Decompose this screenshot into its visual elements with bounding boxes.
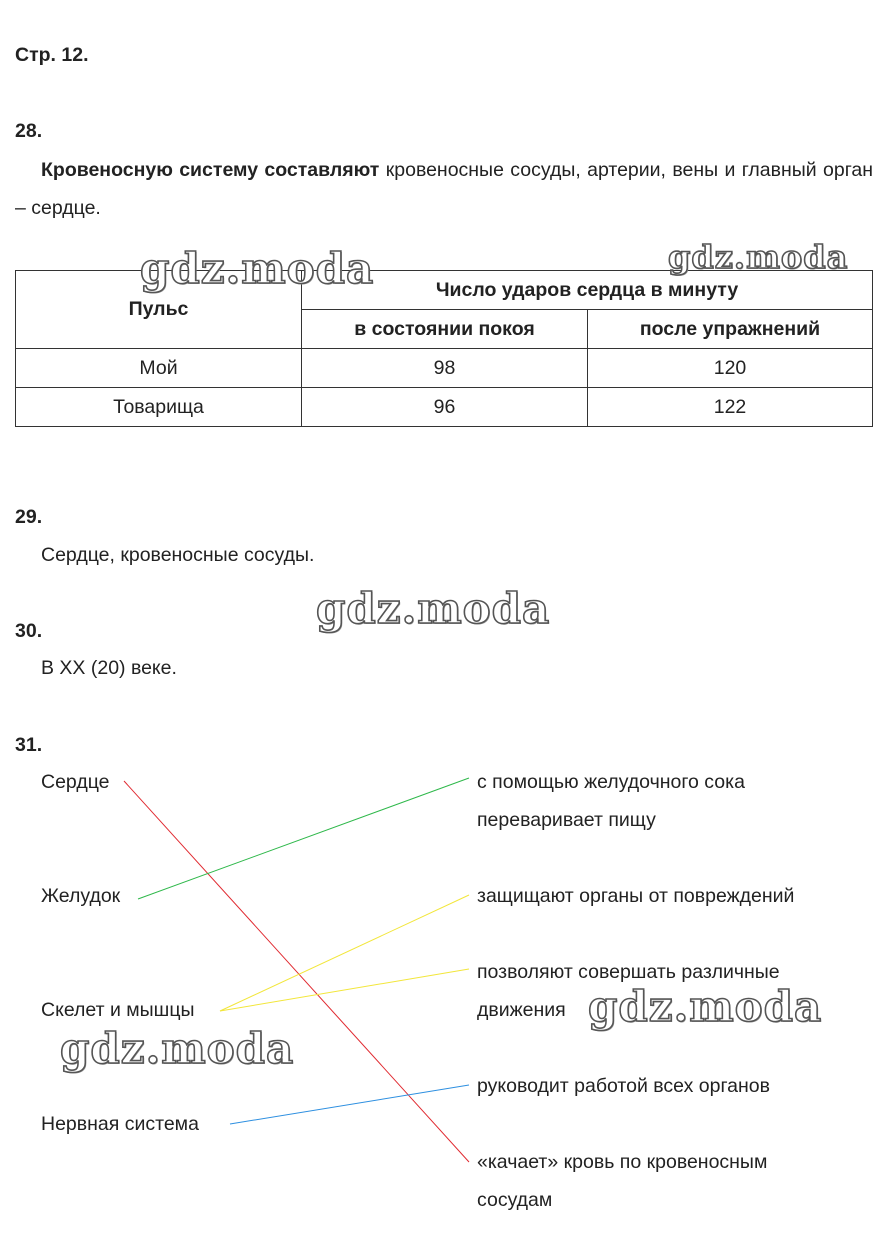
task-28-intro-bold: Кровеносную систему составляют — [41, 159, 380, 181]
line-stomach — [138, 778, 469, 899]
task-29-answer: Сердце, кровеносные сосуды. — [41, 544, 315, 566]
after-value: 120 — [588, 349, 873, 388]
left-item-nervous: Нервная система — [41, 1113, 199, 1135]
pulse-row-header: Пульс — [16, 271, 302, 349]
right-item-3-line1: позволяют совершать различные — [477, 961, 780, 983]
task-29-number: 29. — [15, 506, 43, 528]
watermark: gdz.moda — [316, 584, 551, 633]
line-nervous — [230, 1085, 469, 1124]
right-item-4-line1: руководит работой всех органов — [477, 1075, 770, 1097]
task-31-number: 31. — [15, 734, 43, 756]
after-exercise-column-header: после упражнений — [588, 310, 873, 349]
right-item-3-line2: движения — [477, 999, 566, 1021]
heart-rate-group-header: Число ударов сердца в минуту — [302, 271, 873, 310]
page-label: Стр. 12. — [15, 44, 89, 66]
line-skeleton-protect — [220, 895, 469, 1011]
right-item-2-line1: защищают органы от повреждений — [477, 885, 795, 907]
watermark: gdz.moda — [60, 1024, 295, 1073]
task-28-intro-rest: кровеносные сосуды, артерии, вены и главный орган – сердце. — [15, 159, 873, 219]
after-value: 122 — [588, 388, 873, 427]
task-30-answer: В XX (20) веке. — [41, 657, 177, 679]
right-item-1-line1: с помощью желудочного сока — [477, 771, 745, 793]
right-item-1-line2: переваривает пищу — [477, 809, 656, 831]
task-28-number: 28. — [15, 120, 43, 142]
left-item-heart: Сердце — [41, 771, 110, 793]
line-skeleton-move — [220, 969, 469, 1011]
rest-column-header: в состоянии покоя — [302, 310, 588, 349]
right-item-5-line2: сосудам — [477, 1189, 553, 1211]
watermark: gdz.moda — [668, 238, 849, 276]
rest-value: 98 — [302, 349, 588, 388]
left-item-skeleton: Скелет и мышцы — [41, 999, 195, 1021]
rest-value: 96 — [302, 388, 588, 427]
watermark: gdz.moda — [140, 244, 375, 293]
row-label: Товарища — [16, 388, 302, 427]
watermark: gdz.moda — [588, 982, 823, 1031]
right-item-5-line1: «качает» кровь по кровеносным — [477, 1151, 768, 1173]
task-30-number: 30. — [15, 620, 43, 642]
row-label: Мой — [16, 349, 302, 388]
left-item-stomach: Желудок — [41, 885, 121, 907]
